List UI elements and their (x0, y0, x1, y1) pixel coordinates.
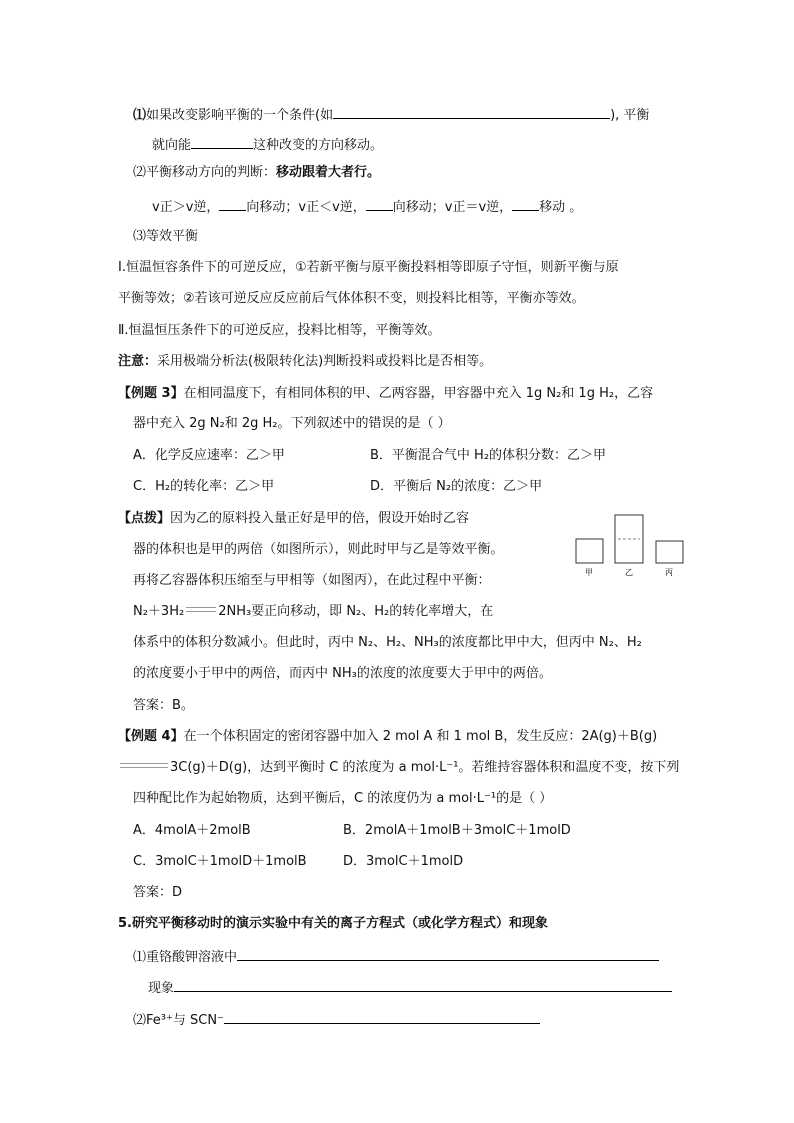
section-5-item-1-num: ⑴ (133, 950, 147, 965)
note-label: 注意： (118, 354, 158, 369)
example-3-option-d: D．平衡后 N₂的浓度：乙＞甲 (370, 479, 543, 494)
section-5-item-1 (133, 946, 659, 967)
section-5-item-1-text: 重铬酸钾溶液中 (146, 950, 238, 965)
rule-b: 向移动；v正＜v逆， (246, 200, 366, 215)
item-1-text-b: ), 平衡 (610, 108, 650, 123)
hint-line-3: 再将乙容器体积压缩至与甲相等（如图丙），在此过程中平衡： (133, 573, 491, 588)
example-3-line-2: 器中充入 2g N₂和 2g H₂。下列叙述中的错误的是（ ） (133, 416, 451, 431)
section-5-item-2-text: Fe³⁺与 SCN⁻ (146, 1013, 224, 1028)
rule-c: 向移动；v正＝v逆， (392, 200, 513, 215)
item-3-text: 等效平衡 (146, 229, 199, 244)
example-3-option-a: A．化学反应速率：乙＞甲 (133, 448, 285, 463)
hint-answer: 答案：B。 (133, 698, 194, 713)
container-jia (576, 539, 603, 563)
item-2-num: ⑵ (133, 165, 147, 180)
label-jia: 甲 (585, 568, 593, 577)
example-3-option-c: C．H₂的转化率：乙＞甲 (133, 479, 275, 494)
example-4-line-2 (118, 759, 679, 777)
item-2-text: 平衡移动方向的判断： (146, 165, 277, 180)
example-3-label: 【例题 3】 (118, 386, 184, 401)
example-4-option-a: A．4molA＋2molB (133, 823, 251, 838)
hint-eq-right: 2NH₃要正向移动，即 N₂、H₂的转化率增大，在 (218, 604, 494, 619)
fill-blank-7[interactable] (174, 977, 672, 992)
rule-d: 移动 。 (539, 200, 583, 215)
hint-line-5: 体系中的体积分数减小。但此时，丙中 N₂、H₂、NH₃的浓度都比甲中大，但丙中 N₂、H₂ (133, 635, 642, 650)
item-1-line2-a: 就向能 (152, 138, 192, 153)
label-bing: 丙 (665, 568, 673, 577)
section-5-item-2-num: ⑵ (133, 1013, 147, 1028)
fill-blank-1[interactable] (333, 104, 610, 119)
hint-line-2: 器的体积也是甲的两倍（如图所示），则此时甲与乙是等效平衡。 (133, 542, 504, 557)
phenomenon-label: 现象 (148, 981, 175, 996)
hint-eq-left: N₂＋3H₂ (133, 604, 185, 619)
item-1-line2-b: 这种改变的方向移动。 (253, 138, 384, 153)
example-4-line-3: 四种配比作为起始物质，达到平衡后，C 的浓度仍为 a mol·L⁻¹的是（ ） (133, 791, 553, 806)
fill-blank-6[interactable] (237, 946, 659, 961)
example-4-text: 在一个体积固定的密闭容器中加入 2 mol A 和 1 mol B，发生反应：2A(g)＋B(g) (183, 729, 658, 744)
item-1 (133, 104, 649, 125)
fill-blank-8[interactable] (224, 1009, 540, 1024)
item-3-num: ⑶ (133, 229, 147, 244)
hint-line-6: 的浓度要小于甲中的两倍，而丙中 NH₃的浓度的浓度要大于甲中的两倍。 (133, 666, 552, 681)
item-3 (133, 228, 198, 246)
container-figure (568, 510, 692, 580)
example-3-line-1 (118, 385, 653, 403)
example-4-option-c: C．3molC＋1molD＋1molB (133, 854, 307, 869)
hint-text: 因为乙的原料投入量正好是甲的倍，假设开始时乙容 (170, 511, 470, 526)
equilibrium-arrow-icon (118, 761, 170, 771)
rule-i-line-1: Ⅰ.恒温恒容条件下的可逆反应，①若新平衡与原平衡投料相等即原子守恒，则新平衡与原 (118, 260, 619, 275)
section-5-item-1-phenomenon (148, 977, 672, 998)
section-5-heading: 5.研究平衡移动时的演示实验中有关的离子方程式（或化学方程式）和现象 (118, 916, 548, 931)
example-4-option-d: D．3molC＋1molD (343, 854, 464, 869)
example-4-label: 【例题 4】 (118, 729, 184, 744)
section-5-item-2 (133, 1009, 540, 1030)
item-1-line-2 (152, 134, 383, 155)
example-4-text-2: 3C(g)＋D(g)，达到平衡时 C 的浓度为 a mol·L⁻¹。若维持容器体积和温度不变，按下列 (170, 760, 680, 775)
fill-blank-2[interactable] (191, 134, 253, 149)
example-4-option-b: B．2molA＋1molB＋3molC＋1molD (343, 823, 571, 838)
container-bing (656, 541, 683, 563)
item-2-bold: 移动跟着大者行。 (276, 165, 381, 180)
fill-blank-4[interactable] (366, 196, 393, 211)
item-2 (133, 164, 380, 182)
rule-i-line-2: 平衡等效；②若该可逆反应反应前后气体体积不变，则投料比相等，平衡亦等效。 (118, 291, 585, 306)
item-1-text-a: 如果改变影响平衡的一个条件(如 (146, 108, 334, 123)
fill-blank-3[interactable] (219, 196, 246, 211)
label-yi: 乙 (625, 568, 633, 577)
hint-line-4 (133, 603, 493, 621)
fill-blank-5[interactable] (512, 196, 539, 211)
example-4-line-1 (118, 728, 657, 746)
note (118, 353, 492, 371)
equilibrium-arrow-icon (184, 605, 218, 615)
item-2-rule (152, 196, 582, 217)
example-3-text: 在相同温度下，有相同体积的甲、乙两容器，甲容器中充入 1g N₂和 1g H₂，乙容 (183, 386, 654, 401)
item-1-num: ⑴ (133, 108, 147, 123)
example-4-answer: 答案：D (133, 885, 183, 900)
hint-label: 【点拨】 (118, 511, 171, 526)
hint-line-1 (118, 510, 469, 528)
example-3-option-b: B．平衡混合气中 H₂的体积分数：乙＞甲 (370, 448, 607, 463)
rule-ii: Ⅱ.恒温恒压条件下的可逆反应，投料比相等，平衡等效。 (118, 323, 441, 338)
rule-a: v正＞v逆， (152, 200, 220, 215)
note-text: 采用极端分析法(极限转化法)判断投料或投料比是否相等。 (157, 354, 493, 369)
